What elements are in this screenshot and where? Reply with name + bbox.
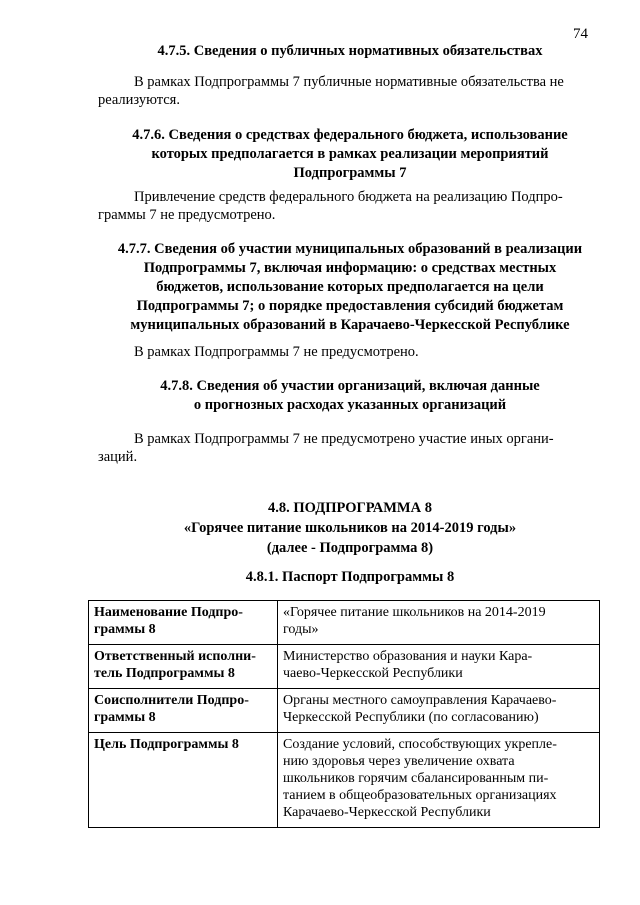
value-line: чаево-Черкесской Республики xyxy=(283,666,463,681)
label-line: граммы 8 xyxy=(94,710,156,725)
heading-line: 4.8. ПОДПРОГРАММА 8 xyxy=(268,500,432,516)
value-line: Органы местного самоуправления Карачаево- xyxy=(283,693,557,708)
row-value xyxy=(278,689,600,733)
heading-line: 4.7.8. Сведения об участии организаций, включая данные xyxy=(160,378,540,394)
label-line: Соисполнители Подпро- xyxy=(94,693,249,708)
value-line: Карачаево-Черкесской Республики xyxy=(283,805,491,820)
table-row xyxy=(89,733,600,828)
value-line: Черкесской Республики (по согласованию) xyxy=(283,710,539,725)
heading-line: Подпрограммы 7 xyxy=(293,165,407,181)
heading-line: о прогнозных расходах указанных организаций xyxy=(193,397,507,413)
label-line: граммы 8 xyxy=(94,622,156,637)
table-row xyxy=(89,601,600,645)
label-line: тель Подпрограммы 8 xyxy=(94,666,235,681)
section-text-4-7-5 xyxy=(98,73,598,109)
row-value xyxy=(278,645,600,689)
label-line: Наименование Подпро- xyxy=(94,605,243,620)
subprogram-8-heading xyxy=(80,498,620,558)
heading-line: бюджетов, использование которых предполагается на цели xyxy=(156,279,544,295)
passport-heading: 4.8.1. Паспорт Подпрограммы 8 xyxy=(245,569,455,585)
value-line: школьников горячим сбалансированным пи- xyxy=(283,771,549,786)
heading-line: 4.7.5. Сведения о публичных нормативных обязательствах xyxy=(157,43,543,59)
heading-line: 4.7.6. Сведения о средствах федерального бюджета, использование xyxy=(132,127,568,143)
heading-line: муниципальных образований в Карачаево-Черкесской Республике xyxy=(130,317,570,333)
text-line: В рамках Подпрограммы 7 не предусмотрено. xyxy=(134,344,419,360)
heading-line: Подпрограммы 7, включая информацию: о средствах местных xyxy=(143,260,557,276)
text-line: В рамках Подпрограммы 7 публичные нормативные обязательства не xyxy=(134,74,564,90)
heading-line: Подпрограммы 7; о порядке предоставления субсидий бюджетам xyxy=(136,298,564,314)
row-value xyxy=(278,733,600,828)
value-line: Создание условий, способствующих укрепле- xyxy=(283,737,557,752)
row-label xyxy=(89,689,278,733)
text-line: В рамках Подпрограммы 7 не предусмотрено участие иных органи- xyxy=(134,431,554,447)
value-line: нию здоровья через увеличение охвата xyxy=(283,754,515,769)
row-value xyxy=(278,601,600,645)
value-line: годы» xyxy=(283,622,319,637)
row-label xyxy=(89,601,278,645)
label-line: Ответственный исполни- xyxy=(94,649,256,664)
section-heading-4-7-6 xyxy=(80,126,620,183)
text-line: Привлечение средств федерального бюджета на реализацию Подпро- xyxy=(134,189,563,205)
section-text-4-7-6 xyxy=(98,188,598,224)
section-heading-4-7-5 xyxy=(80,42,620,61)
heading-line: «Горячее питание школьников на 2014-2019 годы» xyxy=(183,520,517,536)
text-line: реализуются. xyxy=(98,92,180,108)
heading-line: (далее - Подпрограмма 8) xyxy=(266,540,434,556)
heading-line: 4.7.7. Сведения об участии муниципальных образований в реализации xyxy=(117,241,583,257)
section-text-4-7-8 xyxy=(98,430,598,466)
text-line: граммы 7 не предусмотрено. xyxy=(98,207,276,223)
section-heading-4-7-8 xyxy=(80,377,620,415)
passport-table xyxy=(88,600,600,828)
value-line: «Горячее питание школьников на 2014-2019 xyxy=(283,605,546,620)
heading-line: которых предполагается в рамках реализации мероприятий xyxy=(151,146,549,162)
row-label xyxy=(89,733,278,828)
table-row xyxy=(89,645,600,689)
label-line: Цель Подпрограммы 8 xyxy=(94,737,239,752)
table-row xyxy=(89,689,600,733)
section-heading-4-7-7 xyxy=(80,240,620,335)
value-line: танием в общеобразовательных организациях xyxy=(283,788,557,803)
text-line: заций. xyxy=(98,449,138,465)
section-text-4-7-7 xyxy=(98,343,598,361)
row-label xyxy=(89,645,278,689)
page-number: 74 xyxy=(573,26,588,42)
value-line: Министерство образования и науки Кара- xyxy=(283,649,533,664)
